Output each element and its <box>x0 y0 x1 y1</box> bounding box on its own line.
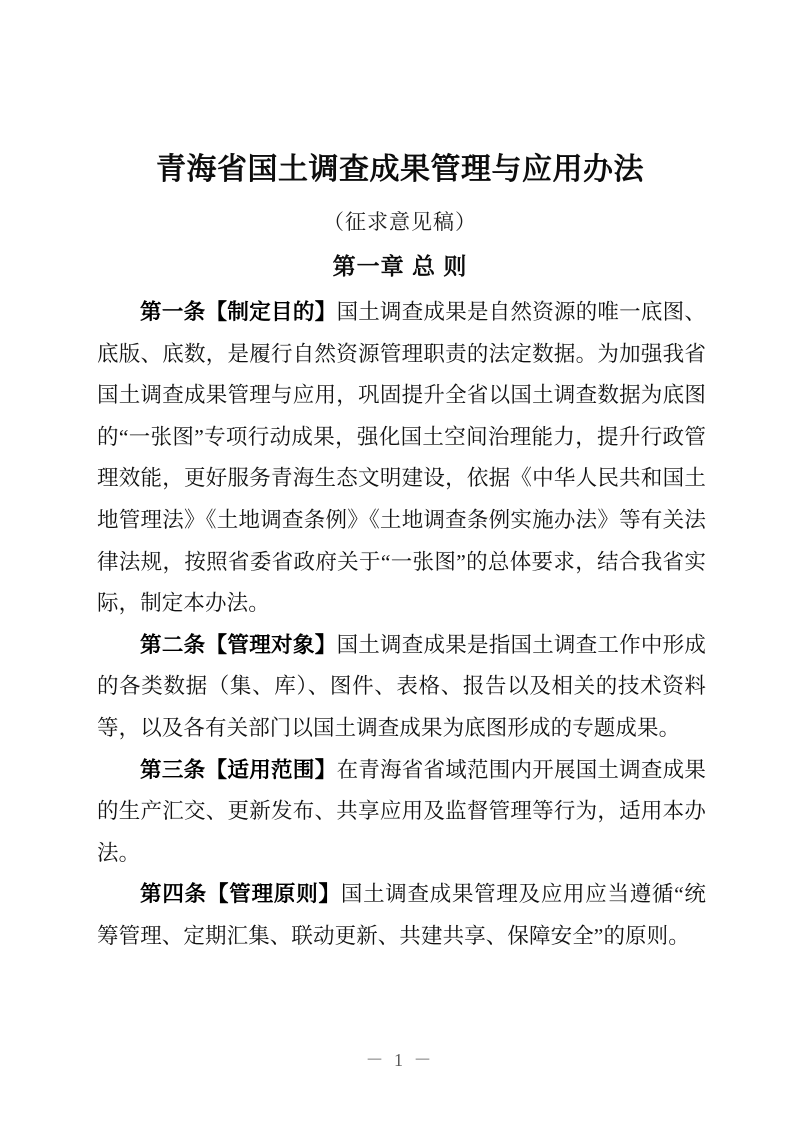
article-label-3: 第三条【适用范围】 <box>140 757 337 782</box>
article-label-4: 第四条【管理原则】 <box>140 882 341 907</box>
article-text-1: 国土调查成果是自然资源的唯一底图、底版、底数，是履行自然资源管理职责的法定数据。为加强我省国土调查成果管理与应用，巩固提升全省以国土调查数据为底图的“一张图”专项行动成果，强化国土空间治理能力，提升行政管理效能，更好服务青海生态文明建设，依据《中华人民共和国土地管理法》《土地调查条例》《土地调查条例实施办法》等有关法律法规，按照省委省政府关于“一张图”的总体要求，结合我省实际，制定本办法。 <box>97 300 706 616</box>
article-label-2: 第二条【管理对象】 <box>140 632 337 657</box>
article-label-1: 第一条【制定目的】 <box>140 300 337 324</box>
article-paragraph-2 <box>97 625 706 750</box>
chapter-heading: 第一章 总 则 <box>332 253 468 279</box>
article-text-2: 国土调查成果是指国土调查工作中形成的各类数据（集、库）、图件、表格、报告以及相关的技术资料等，以及各有关部门以国土调查成果为底图形成的专题成果。 <box>97 632 706 740</box>
article-paragraph-3 <box>97 750 706 875</box>
page-title: 青海省国土调查成果管理与应用办法 <box>156 153 644 186</box>
document-body <box>97 292 706 958</box>
article-text-4: 国土调查成果管理及应用应当遵循“统筹管理、定期汇集、联动更新、共建共享、保障安全”的原则。 <box>97 882 706 948</box>
document-subtitle: （征求意见稿） <box>323 210 477 234</box>
page-number-footer: － 1 － <box>365 1050 435 1070</box>
article-paragraph-1 <box>97 292 706 625</box>
article-text-3: 在青海省省域范围内开展国土调查成果的生产汇交、更新发布、共享应用及监督管理等行为，适用本办法。 <box>97 757 706 865</box>
article-paragraph-4 <box>97 874 706 957</box>
